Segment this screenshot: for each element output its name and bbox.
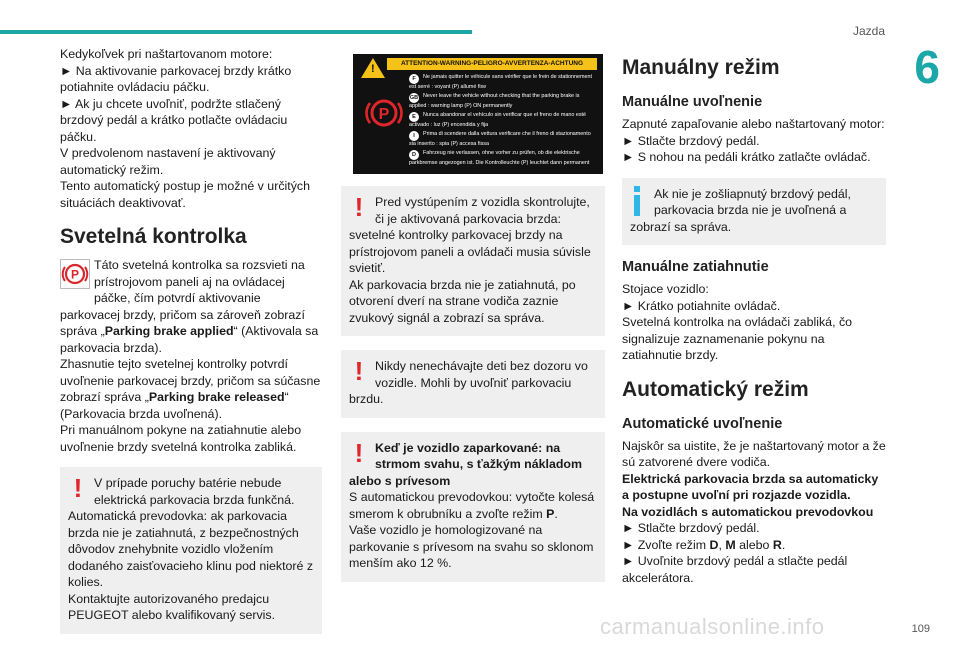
- warning-exclamation-icon: !: [354, 356, 364, 386]
- default-auto-text: V predvolenom nastavení je aktivovaný automatický režim.: [60, 146, 276, 177]
- label-line-d: D Fahrzeug nie verlassen, ohne vorher zu prüfen, ob die elektrische parkbremse angezogen ist. Die Kontrolleuchte (P) leuchtet dann permanent: [409, 150, 590, 166]
- auto-gearbox-heading: Na vozidlách s automatickou prevodovkou: [622, 504, 874, 519]
- auto-release-step1: ► Stlačte brzdový pedál.: [622, 521, 760, 535]
- parking-brake-lamp-icon: [60, 259, 90, 289]
- warning-exclamation-icon: !: [354, 192, 364, 222]
- lamp-paragraph: [60, 257, 322, 455]
- heading-manual-mode: Manuálny režim: [622, 56, 780, 79]
- auto-release-step2: ► Zvoľte režim D, M alebo R.: [622, 537, 786, 552]
- intro-text: Kedykoľvek pri naštartovanom motore:: [60, 47, 273, 61]
- auto-release-intro: Najskôr sa uistite, že je naštartovaný motor a že sú zatvorené dvere vodiča.: [622, 438, 886, 469]
- svg-text:P: P: [378, 106, 390, 123]
- lamp-text: Táto svetelná kontrolka sa rozsvieti na prístrojovom paneli aj na ovládacej páčke, čím potvrdí aktivovanie parkovacej brzdy, pričom sa zároveň zobrazí správa „Parking brake applied“ (Aktivovala sa parkovacia brzda).: [60, 258, 319, 355]
- label-line-i: I Prima di scendere dalla vettura verificare che il freno di stazionamento sia inserito : spia (P) accesa fissa: [409, 131, 591, 147]
- subheading-manual-release: Manuálne uvoľnenie: [622, 94, 763, 110]
- header-accent-bar: [0, 30, 472, 34]
- heading-warning-lamp: Svetelná kontrolka: [60, 225, 247, 248]
- label-line-e: E Nunca abandonar el vehículo sin verificar que el freno de mano esté activado : luz (P) encendida y fija: [409, 112, 587, 128]
- manual-apply-step1: ► Krátko potiahnite ovládač.: [622, 298, 781, 313]
- warning-battery-text: V prípade poruchy batérie nebude elektrická parkovacia brzda funkčná. Automatická prevodovka: ak parkovacia brzda nie je zatiahnutá, z bezpečnostných dôvodov znehybnite vozidlo vložením dodaného zaisťovacieho klinu pod niektoré z kolies.: [68, 476, 314, 589]
- column-right: [622, 46, 886, 586]
- warning-box-children: [341, 350, 605, 418]
- warning-check-text-2: Ak parkovacia brzda nie je zatiahnutá, po otvorení dverí na strane vodiča zaznie zvukový signál a zobrazí sa správa.: [349, 277, 576, 325]
- bullet-apply: ► Na aktivovanie parkovacej brzdy krátko potiahnite ovládaciu páčku.: [60, 63, 292, 94]
- bullet-release: ► Ak ju chcete uvoľniť, podržte stlačený brzdový pedál a krátko potlačte ovládaciu páčku.: [60, 96, 288, 144]
- section-title: Jazda: [852, 24, 885, 38]
- warning-children-text: Nikdy nenechávajte deti bez dozoru vo vozidle. Mohli by uvoľniť parkovaciu brzdu.: [349, 359, 588, 406]
- label-line-f: F Ne jamais quitter le véhicule sans vérifier que le frein de stationnement est serré : voyant (P) allumé fixe: [409, 74, 592, 90]
- warning-exclamation-icon: !: [73, 473, 83, 503]
- page-number: 109: [911, 623, 930, 635]
- manual-apply-intro: Stojace vozidlo:: [622, 282, 709, 296]
- svg-text:P: P: [70, 267, 80, 282]
- warning-slope-text: S automatickou prevodovkou: vytočte kolesá smerom k obrubníku a zvoľte režim P.: [349, 490, 595, 521]
- chapter-number: 6: [914, 41, 940, 93]
- subheading-manual-apply: Manuálne zatiahnutie: [622, 259, 769, 275]
- watermark-text: carmanualsonline.info: [600, 614, 825, 639]
- warning-exclamation-icon: !: [354, 437, 364, 468]
- manual-release-step1: ► Stlačte brzdový pedál.: [622, 133, 760, 148]
- auto-release-bold: Elektrická parkovacia brzda sa automaticky a postupne uvoľní pri rozjazde vozidla.: [622, 471, 879, 502]
- warning-slope-text-2: Vaše vozidlo je homologizované na parkovanie s prívesom na svahu so sklonom menším ako 12 %.: [349, 523, 594, 570]
- info-box-pedal: [622, 178, 886, 246]
- auto-release-step3: ► Uvoľnite brzdový pedál a stlačte pedál akcelerátora.: [622, 554, 848, 585]
- warning-battery-contact: Kontaktujte autorizovaného predajcu PEUGEOT alebo kvalifikovaný servis.: [68, 591, 276, 622]
- column-middle: [341, 46, 605, 596]
- warning-box-battery: [60, 467, 322, 634]
- heading-auto-mode: Automatický režim: [622, 377, 809, 401]
- warning-label-image: [353, 54, 603, 174]
- column-left: [60, 46, 322, 648]
- parking-brake-icon: [365, 94, 403, 132]
- warning-triangle-icon: !: [361, 58, 385, 78]
- manual-release-step2: ► S nohou na pedáli krátko zatlačte ovládač.: [622, 150, 871, 164]
- warning-box-slope: [341, 432, 605, 582]
- info-pedal-text: Ak nie je zošliapnutý brzdový pedál, parkovacia brzda nie je uvoľnená a zobrazí sa správa.: [630, 186, 851, 234]
- warning-box-check-brake: [341, 186, 605, 336]
- label-header: ATTENTION-WARNING-PELIGRO-AVVERTENZA-ACHTUNG: [387, 58, 597, 70]
- label-line-gb: GB Never leave the vehicle without checking that the parking brake is applied : warning lamp (P) ON permanently: [409, 93, 580, 109]
- warning-slope-heading: Keď je vozidlo zaparkované: na strmom svahu, s ťažkým nákladom alebo s prívesom: [349, 440, 583, 488]
- warning-check-text: Pred vystúpením z vozidla skontrolujte, či je aktivovaná parkovacia brzda: svetelné kontrolky parkovacej brzdy na prístrojovom paneli a ovládači musia súvisle svietiť.: [349, 195, 591, 275]
- lamp-text-3: Pri manuálnom pokyne na zatiahnutie alebo uvoľnenie brzdy svetelná kontrolka zabliká.: [60, 423, 302, 454]
- subheading-auto-release: Automatické uvoľnenie: [622, 415, 783, 432]
- deactivate-text: Tento automatický postup je možné v určitých situáciách deaktivovať.: [60, 179, 310, 210]
- manual-release-intro: Zapnuté zapaľovanie alebo naštartovaný motor:: [622, 117, 885, 131]
- info-icon: [630, 186, 644, 216]
- manual-apply-text: Svetelná kontrolka na ovládači zabliká, čo signalizuje zaznamenanie pokynu na zatiahnutie brzdy.: [622, 315, 853, 362]
- lamp-text-2: Zhasnutie tejto svetelnej kontrolky potvrdí uvoľnenie parkovacej brzdy, pričom sa súčasne zobrazí správa „Parking brake released“ (Parkovacia brzda uvoľnená).: [60, 357, 321, 421]
